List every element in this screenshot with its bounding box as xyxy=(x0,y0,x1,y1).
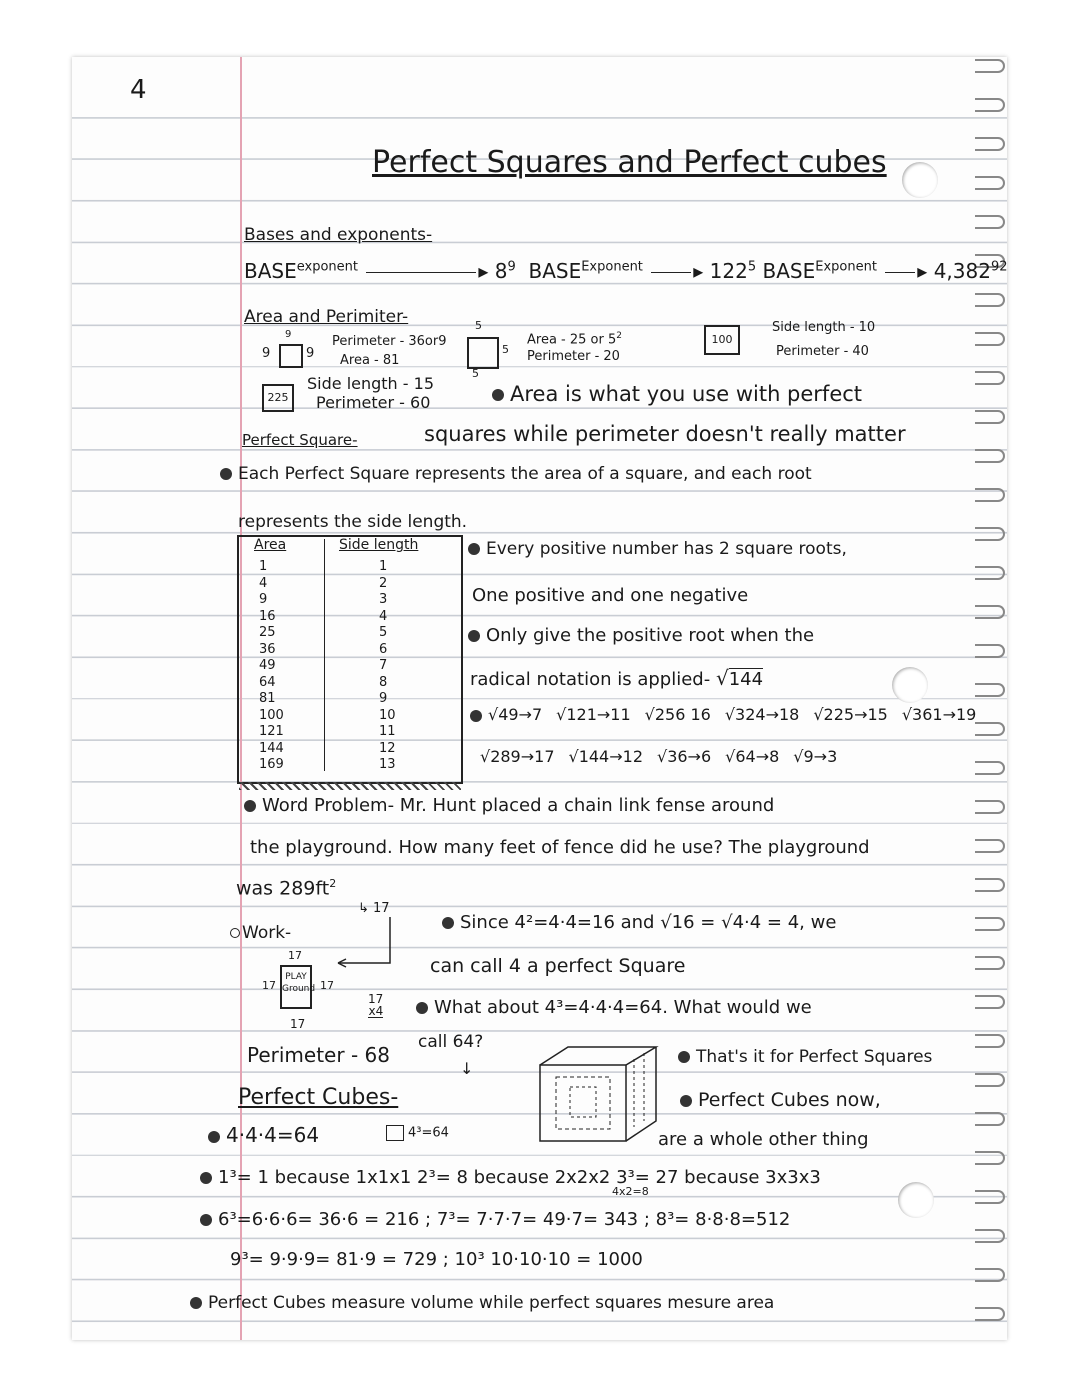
square-9 xyxy=(279,344,303,368)
table-cell-side: 12 xyxy=(379,740,396,756)
square-9-area: Area - 81 xyxy=(340,353,400,368)
spiral-coil xyxy=(975,1151,1005,1165)
root-example: √144→12 xyxy=(568,747,643,766)
bases-heading: Bases and exponents- xyxy=(244,225,433,245)
square-225-side: Side length - 15 xyxy=(307,374,434,393)
table-cell-side: 2 xyxy=(379,575,388,591)
spiral-coil xyxy=(975,449,1005,463)
square-9-side-top: 9 xyxy=(285,329,292,340)
table-divider xyxy=(324,539,325,771)
cubes-row-1-sub: 4x2=8 xyxy=(612,1185,649,1198)
table-cell-area: 49 xyxy=(259,658,276,673)
spiral-coil xyxy=(975,371,1005,385)
table-cell-side: 1 xyxy=(379,559,388,574)
table-cell-side: 6 xyxy=(379,641,388,657)
spiral-coil xyxy=(975,1229,1005,1243)
roots-examples-2 xyxy=(480,747,851,766)
table-cell-area: 16 xyxy=(259,608,276,624)
perfect-square-line-2: represents the side length. xyxy=(238,512,468,532)
table-cell-side: 5 xyxy=(379,625,388,640)
table-cell-side: 9 xyxy=(379,691,388,706)
table-header-side: Side length xyxy=(339,537,419,553)
spiral-coil xyxy=(975,176,1005,190)
cube-drawing xyxy=(538,1045,664,1145)
root-example: √289→17 xyxy=(480,747,555,766)
table-cell-side: 8 xyxy=(379,674,388,690)
spiral-coil xyxy=(975,917,1005,931)
spiral-coil xyxy=(975,722,1005,736)
spiral-coil xyxy=(975,215,1005,229)
square-100: 100 xyxy=(704,325,740,355)
spiral-coil xyxy=(975,332,1005,346)
since-line-1: Since 4²=4·4=16 and √16 = √4·4 = 4, we xyxy=(442,912,836,933)
spiral-coil xyxy=(975,1112,1005,1126)
spiral-coil xyxy=(975,488,1005,502)
table-cell-area: 1 xyxy=(259,559,268,574)
arrow-to-box xyxy=(332,915,412,995)
area-note-2: squares while perimeter doesn't really matter xyxy=(424,422,906,446)
root-example: √64→8 xyxy=(725,747,780,766)
cubes-row-2: 6³=6·6·6= 36·6 = 216 ; 7³= 7·7·7= 49·7= 343 ; 8³= 8·8·8=512 xyxy=(200,1209,790,1230)
since-line-3: What about 4³=4·4·4=64. What would we xyxy=(416,997,812,1018)
word-problem-line-3: was $289ft^2$ xyxy=(236,877,337,900)
square-5 xyxy=(467,337,499,369)
table-cell-area: 144 xyxy=(259,740,284,756)
spiral-coil xyxy=(975,1190,1005,1204)
spiral-coil xyxy=(975,566,1005,580)
perfect-square-line-1: Each Perfect Square represents the area of a square, and each root xyxy=(220,464,812,484)
square-9-side-right: 9 xyxy=(306,346,315,361)
table-cell-area: 4 xyxy=(259,575,268,591)
root-example: √324→18 xyxy=(724,705,800,724)
root-example: √121→11 xyxy=(556,705,631,724)
square-9-perimeter: Perimeter - 36or9 xyxy=(332,334,447,349)
table-cell-area: 36 xyxy=(259,641,276,657)
roots-line-1: Every positive number has 2 square roots, xyxy=(468,539,847,559)
table-cell-side: 11 xyxy=(379,724,396,739)
cubes-heading: Perfect Cubes- xyxy=(238,1085,399,1110)
square-9-side-left: 9 xyxy=(262,346,271,361)
spiral-coil xyxy=(975,644,1005,658)
roots-line-2: One positive and one negative xyxy=(472,585,749,606)
table-cell-area: 169 xyxy=(259,757,284,772)
playground-side-bottom: 17 xyxy=(290,1017,306,1031)
area-heading: Area and Perimiter- xyxy=(244,307,409,327)
cubes-row-4: Perfect Cubes measure volume while perfect squares mesure area xyxy=(190,1293,774,1313)
square-5-perimeter: Perimeter - 20 xyxy=(527,349,620,364)
square-5-side-bottom: 5 xyxy=(472,367,479,380)
spiral-coil xyxy=(975,1034,1005,1048)
spiral-coil xyxy=(975,878,1005,892)
notebook-page xyxy=(72,57,1007,1340)
cubes-note-1: That's it for Perfect Squares xyxy=(678,1047,932,1067)
squares-table xyxy=(237,535,463,784)
square-225-perimeter: Perimeter - 60 xyxy=(316,393,431,412)
spiral-coil xyxy=(975,995,1005,1009)
table-header-area: Area xyxy=(254,537,287,553)
page-top-band xyxy=(72,57,1007,117)
perfect-square-label: Perfect Square- xyxy=(242,431,358,449)
cubes-row-3: 9³= 9·9·9= 81·9 = 729 ; 10³ 10·10·10 = 1000 xyxy=(230,1249,643,1270)
spiral-coil xyxy=(975,605,1005,619)
table-cell-area: 9 xyxy=(259,592,268,607)
word-problem-line-1: Word Problem- Mr. Hunt placed a chain link fense around xyxy=(244,795,774,816)
table-cell-side: 3 xyxy=(379,592,388,607)
bases-line: $BASE^{exponent}$ ▸ $8^9$ $BASE^{Exponent}$ ▸ $122^5$ $BASE^{Exponent}$ ▸ 4,382$^{92}$ xyxy=(244,259,1007,283)
spiral-coil xyxy=(975,293,1005,307)
spiral-coil xyxy=(975,137,1005,151)
spiral-coil xyxy=(975,1073,1005,1087)
spiral-coil xyxy=(975,98,1005,112)
root-example: √361→19 xyxy=(901,705,977,724)
binder-hole xyxy=(892,667,928,703)
cubes-note-2: Perfect Cubes now, xyxy=(680,1089,881,1111)
spiral-coil xyxy=(975,1268,1005,1282)
table-cell-side: 13 xyxy=(379,757,396,772)
root-example: √49→7 xyxy=(488,705,543,724)
playground-side-left: 17 xyxy=(262,979,276,992)
root-example: √9→3 xyxy=(793,747,838,766)
square-100-perimeter: Perimeter - 40 xyxy=(776,344,869,359)
since-line-4: call 64? xyxy=(418,1032,484,1052)
table-cell-area: 25 xyxy=(259,625,276,640)
spiral-coil xyxy=(975,527,1005,541)
spiral-binding xyxy=(975,57,1007,1340)
page-number: 4 xyxy=(130,75,147,105)
root-example: √256 16 xyxy=(644,705,711,724)
spiral-coil xyxy=(975,1307,1005,1321)
square-5-area: Area - 25 or $5^2$ xyxy=(527,331,622,348)
table-cell-area: 121 xyxy=(259,724,284,739)
spiral-coil xyxy=(975,683,1005,697)
down-arrow: ↓ xyxy=(460,1059,474,1078)
cubes-note-3: are a whole other thing xyxy=(658,1129,869,1150)
perimeter-calc: 17 x4 xyxy=(368,992,384,1018)
roots-line-3: Only give the positive root when the xyxy=(468,625,814,646)
table-cell-area: 100 xyxy=(259,707,284,723)
spiral-coil xyxy=(975,410,1005,424)
since-line-2: can call 4 a perfect Square xyxy=(430,955,686,977)
roots-examples-1 xyxy=(470,705,990,724)
playground-box: PLAY Ground xyxy=(280,965,312,1009)
work-label: Work- xyxy=(230,923,291,943)
perimeter-result: Perimeter - 68 xyxy=(247,1043,390,1067)
cubes-row-1: 1³= 1 because 1x1x1 2³= 8 because 2x2x2 3³= 27 because 3x3x3 xyxy=(200,1167,821,1188)
playground-side-right: 17 xyxy=(320,979,334,992)
spiral-coil xyxy=(975,800,1005,814)
cubes-small-label: 4³=64 xyxy=(386,1125,449,1141)
square-225: 225 xyxy=(262,384,294,412)
binder-hole xyxy=(898,1182,934,1218)
area-note-1: Area is what you use with perfect xyxy=(492,382,862,406)
root-example: √36→6 xyxy=(657,747,712,766)
spiral-coil xyxy=(975,59,1005,73)
roots-line-4: radical notation is applied- √144 xyxy=(470,666,764,690)
root-example: √225→15 xyxy=(813,705,888,724)
table-cell-area: 64 xyxy=(259,674,276,690)
sqrt-arrow-value: ↳ 17 xyxy=(358,901,390,916)
square-100-side: Side length - 10 xyxy=(772,320,876,335)
word-problem-line-2: the playground. How many feet of fence did he use? The playground xyxy=(250,837,870,858)
table-cell-side: 7 xyxy=(379,658,388,673)
page-title: Perfect Squares and Perfect cubes xyxy=(372,145,887,180)
square-5-side-right: 5 xyxy=(502,343,509,356)
spiral-coil xyxy=(975,839,1005,853)
binder-hole xyxy=(902,162,938,198)
cubes-line-1: 4·4·4=64 xyxy=(208,1123,319,1147)
table-cell-area: 81 xyxy=(259,691,276,706)
square-5-side-top: 5 xyxy=(475,319,482,332)
table-cell-side: 10 xyxy=(379,707,396,723)
spiral-coil xyxy=(975,956,1005,970)
playground-side-top: 17 xyxy=(288,949,302,962)
table-cell-side: 4 xyxy=(379,608,388,624)
spiral-coil xyxy=(975,761,1005,775)
